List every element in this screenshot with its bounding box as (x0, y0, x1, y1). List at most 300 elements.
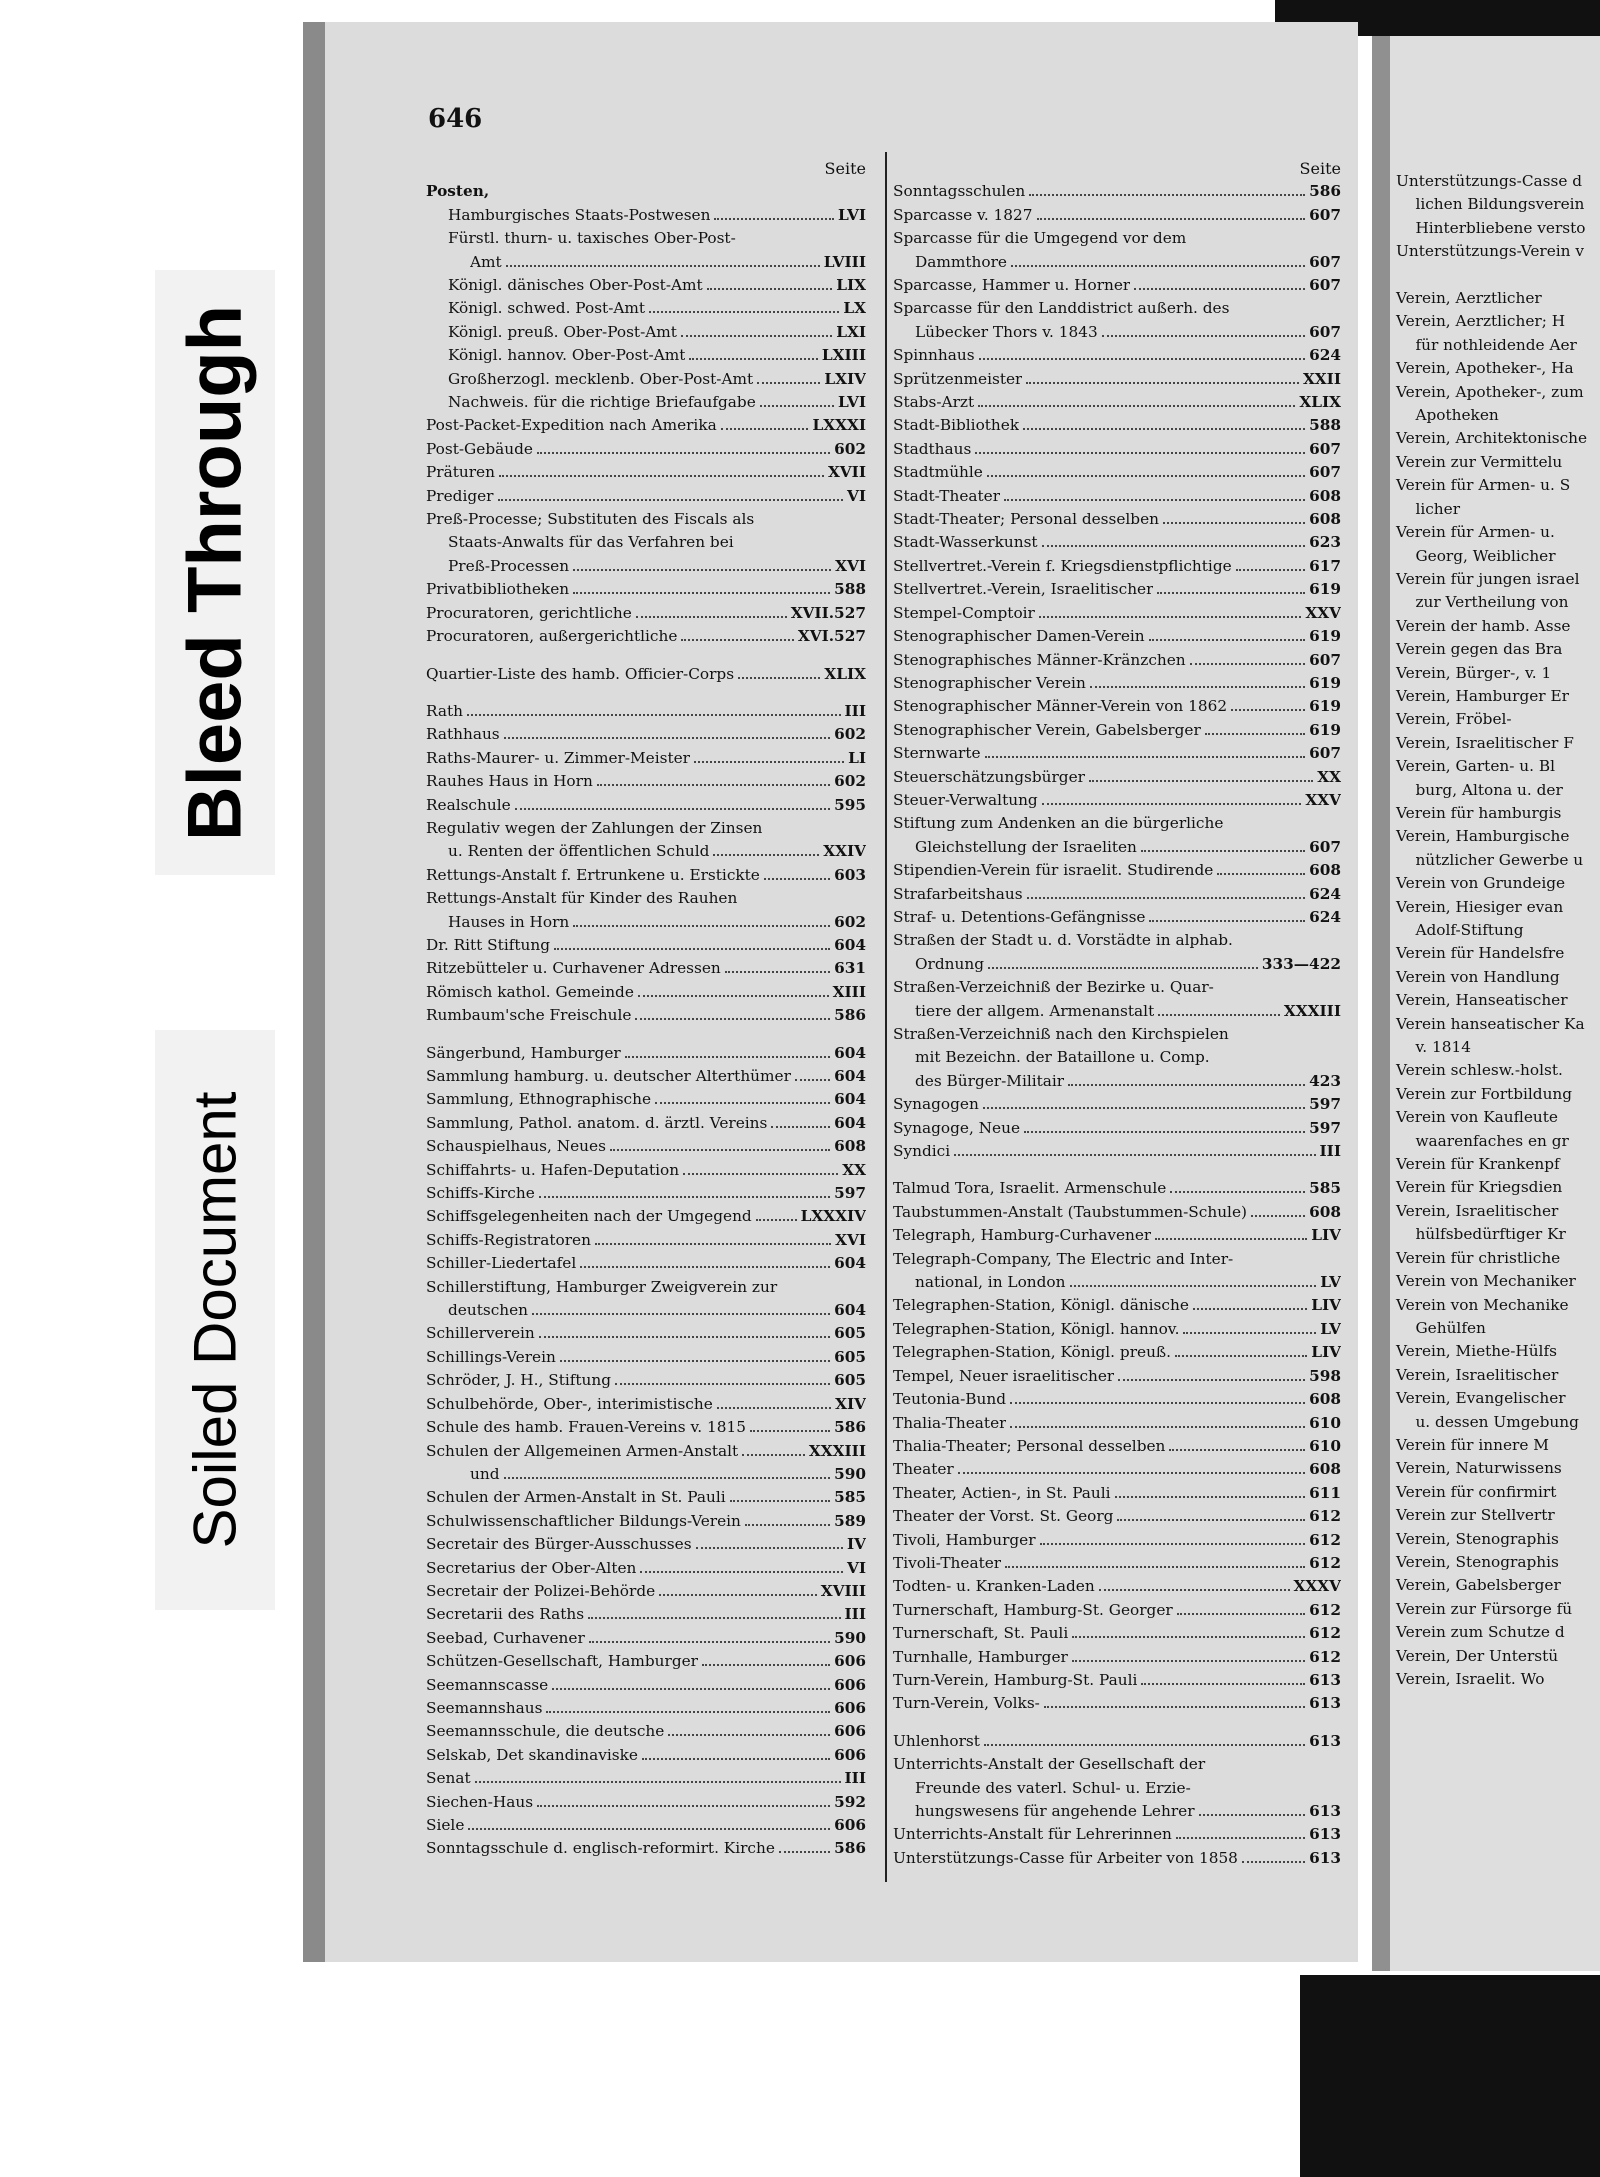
dot-leader (681, 335, 832, 337)
entry-text: Sternwarte (893, 744, 981, 763)
entry-page: 602 (834, 725, 866, 744)
entry-text: Dr. Ritt Stiftung (426, 935, 551, 954)
dot-leader (1102, 335, 1305, 337)
index-entry: mit Bezeichn. der Bataillone u. Comp. (915, 1048, 1210, 1067)
entry-text: Siechen-Haus (426, 1792, 534, 1811)
dot-leader (771, 1126, 830, 1128)
entry-page: 631 (834, 959, 866, 978)
dot-leader (1176, 1837, 1305, 1839)
index-entry (426, 1004, 866, 1027)
entry-page: 604 (834, 1113, 866, 1132)
entry-page: 602 (834, 439, 866, 458)
facing-page-line: Verein für hamburgis (1396, 803, 1562, 822)
entry-page: 602 (834, 912, 866, 931)
index-entry (893, 1201, 1341, 1224)
entry-text: Telegraphen-Station, Königl. preuß. (893, 1343, 1171, 1362)
facing-page-line: für nothleidende Aer (1396, 335, 1577, 354)
entry-page: 588 (834, 580, 866, 599)
seite-header-right: Seite (1299, 159, 1341, 178)
entry-text: Theater (893, 1460, 954, 1479)
entry-text: Steuer-Verwaltung (893, 790, 1038, 809)
entry-page: XVI (835, 556, 866, 575)
index-entry (893, 251, 1341, 274)
dot-leader (638, 995, 829, 997)
index-entry (426, 1767, 866, 1790)
entry-text: Schillings-Verein (426, 1347, 556, 1366)
dot-leader (1158, 1014, 1280, 1016)
index-entry (893, 531, 1341, 554)
dot-leader (1134, 288, 1305, 290)
dot-leader (504, 1477, 831, 1479)
facing-page-line: Unterstützungs-Casse d (1396, 172, 1583, 190)
index-entry (893, 461, 1341, 484)
facing-page-line: Verein für Handelsfre (1396, 944, 1565, 963)
index-entry (426, 1369, 866, 1392)
dot-leader (1026, 382, 1299, 384)
entry-text: Stenographischer Männer-Verein von 1862 (893, 697, 1228, 716)
entry-text: Stenographisches Männer-Kränzchen (893, 650, 1186, 669)
facing-page-line: Verein gegen das Bra (1396, 640, 1563, 659)
entry-page: 597 (1309, 1118, 1341, 1137)
dot-leader (1037, 218, 1306, 220)
dot-leader (642, 1758, 830, 1760)
index-entry (893, 1117, 1341, 1140)
entry-page: 613 (1309, 1825, 1341, 1844)
dot-leader (1005, 1566, 1305, 1568)
entry-text: tiere der allgem. Armenanstalt (915, 1001, 1155, 1020)
entry-page: LXI (836, 322, 866, 341)
index-entry (426, 204, 866, 227)
index-entry (893, 1458, 1341, 1481)
entry-page: 619 (1309, 627, 1341, 646)
dot-leader (1042, 545, 1305, 547)
entry-text: Taubstummen-Anstalt (Taubstummen-Schule) (893, 1202, 1247, 1221)
entry-page: 585 (1309, 1179, 1341, 1198)
dot-leader (595, 1243, 831, 1245)
index-entry (426, 602, 866, 625)
entry-page: 595 (834, 795, 866, 814)
dot-leader (1117, 1519, 1305, 1521)
entry-page: 612 (1309, 1624, 1341, 1643)
dot-leader (610, 1149, 830, 1151)
entry-text: Seemannshaus (426, 1698, 543, 1717)
entry-text: Todten- u. Kranken-Laden (893, 1577, 1095, 1596)
dot-leader (1115, 1496, 1306, 1498)
index-entry (426, 1791, 866, 1814)
facing-page-line: Verein, Architektonische (1396, 429, 1588, 448)
index-entry (893, 1847, 1341, 1870)
dot-leader (659, 1594, 817, 1596)
entry-page: 623 (1309, 533, 1341, 552)
entry-text: Königl. dänisches Ober-Post-Amt (448, 276, 703, 295)
index-entry: Sparcasse für die Umgegend vor dem (893, 229, 1187, 248)
entry-text: Theater der Vorst. St. Georg (893, 1507, 1114, 1526)
index-entry: Sparcasse für den Landdistrict außerh. des (893, 299, 1230, 318)
entry-page: 607 (1309, 744, 1341, 763)
index-entry (426, 1837, 866, 1860)
dot-leader (1205, 733, 1305, 735)
index-entry (893, 625, 1341, 648)
entry-page: XVII (827, 463, 866, 482)
index-entry (893, 1365, 1341, 1388)
facing-page-line: v. 1814 (1396, 1038, 1471, 1057)
entry-page: 624 (1309, 884, 1341, 903)
entry-page: XX (1317, 767, 1341, 786)
index-entry (426, 1720, 866, 1743)
dot-leader (750, 1430, 830, 1432)
facing-page-line: Verein von Grundeige (1396, 874, 1566, 893)
entry-page: 604 (834, 935, 866, 954)
facing-page-line: Verein für christliche (1396, 1248, 1561, 1267)
entry-page: 608 (1309, 510, 1341, 529)
facing-page-line: u. dessen Umgebung (1396, 1412, 1579, 1431)
dot-leader (468, 1828, 830, 1830)
index-entry (426, 414, 866, 437)
entry-text: Unterrichts-Anstalt für Lehrerinnen (893, 1825, 1172, 1844)
index-entry (893, 1070, 1341, 1093)
index-entry (426, 578, 866, 601)
index-entry (426, 1205, 866, 1228)
entry-text: Stadt-Theater; Personal desselben (893, 510, 1160, 529)
facing-page-line: Adolf-Stiftung (1396, 921, 1524, 939)
entry-text: Rumbaum'sche Freischule (426, 1006, 632, 1025)
entry-text: u. Renten der öffentlichen Schuld (448, 842, 710, 861)
dot-leader (1177, 1613, 1305, 1615)
dot-leader (1199, 1814, 1306, 1816)
facing-page-line (1396, 264, 1600, 287)
facing-page-line: Verein zur Stellvertr (1396, 1506, 1555, 1525)
index-entry (893, 719, 1341, 742)
facing-page-line: Apotheken (1396, 406, 1499, 425)
entry-text: Römisch kathol. Gemeinde (426, 982, 634, 1001)
entry-page: LX (843, 299, 866, 318)
entry-text: Schauspielhaus, Neues (426, 1137, 606, 1156)
index-entry (426, 625, 866, 648)
dot-leader (764, 878, 830, 880)
index-entry (426, 1346, 866, 1369)
facing-page-line: Verein zur Fürsorge fü (1396, 1599, 1573, 1618)
dot-leader (1029, 194, 1305, 196)
entry-page: 624 (1309, 346, 1341, 365)
dot-leader (1044, 1706, 1305, 1708)
entry-page: LV (1320, 1319, 1341, 1338)
dot-leader (987, 475, 1305, 477)
entry-page: LIV (1311, 1226, 1341, 1245)
dot-leader (1141, 850, 1305, 852)
index-entry (893, 1622, 1341, 1645)
dot-leader (1070, 1285, 1317, 1287)
entry-page: 606 (834, 1745, 866, 1764)
index-entry: Posten, (426, 182, 490, 201)
entry-text: Synagoge, Neue (893, 1118, 1021, 1137)
dot-leader (742, 1454, 805, 1456)
index-entry (426, 747, 866, 770)
section-gap (426, 686, 866, 700)
bleed-through-tag (155, 270, 275, 875)
dot-leader (636, 616, 787, 618)
index-entry (426, 957, 866, 980)
index-entry (426, 461, 866, 484)
seite-header-left: Seite (824, 159, 866, 178)
index-entry (893, 1224, 1341, 1247)
facing-page-line: Verein für Kriegsdien (1396, 1178, 1563, 1197)
index-entry (893, 368, 1341, 391)
index-entry (893, 1669, 1341, 1692)
index-entry (426, 723, 866, 746)
facing-page-line: Verein, Miethe-Hülfs (1396, 1342, 1557, 1361)
entry-page: 604 (834, 1254, 866, 1273)
dot-leader (506, 265, 820, 267)
facing-page-line: Verein, Der Unterstü (1396, 1646, 1559, 1665)
facing-page-line: Verein von Mechanike (1396, 1295, 1569, 1314)
entry-page: VI (846, 1558, 866, 1577)
index-entry: Unterrichts-Anstalt der Gesellschaft der (893, 1755, 1206, 1774)
entry-text: Dammthore (915, 252, 1007, 271)
index-entry (426, 1557, 866, 1580)
dot-leader (640, 1571, 843, 1573)
index-entry (893, 672, 1341, 695)
dot-leader (498, 499, 843, 501)
entry-text: Stadt-Theater (893, 486, 1001, 505)
entry-page: 608 (1309, 1202, 1341, 1221)
entry-page: 607 (1309, 439, 1341, 458)
index-entry: Staats-Anwalts für das Verfahren bei (448, 533, 734, 552)
index-entry (893, 789, 1341, 812)
index-entry (426, 1393, 866, 1416)
index-column-left (426, 157, 866, 1861)
facing-page-line: Verein für Armen- u. S (1396, 476, 1571, 495)
entry-text: Stempel-Comptoir (893, 603, 1035, 622)
entry-page: LXXXI (812, 416, 866, 435)
dot-leader (1141, 1683, 1305, 1685)
entry-page: 597 (1309, 1095, 1341, 1114)
entry-page: 585 (834, 1488, 866, 1507)
index-entry (426, 770, 866, 793)
entry-text: Preß-Processen (448, 556, 570, 575)
entry-text: Stipendien-Verein für israelit. Studirende (893, 861, 1214, 880)
dot-leader (725, 971, 830, 973)
entry-page: 613 (1309, 1670, 1341, 1689)
facing-page-line: Georg, Weiblicher (1396, 546, 1556, 565)
entry-page: 608 (1309, 1390, 1341, 1409)
facing-page-line: Verein, Stenographis (1396, 1552, 1559, 1571)
dot-leader (1149, 639, 1305, 641)
entry-page: 608 (1309, 861, 1341, 880)
entry-page: LXXXIV (800, 1207, 866, 1226)
index-entry (426, 700, 866, 723)
index-entry (893, 836, 1341, 859)
index-entry (893, 742, 1341, 765)
dot-leader (597, 784, 830, 786)
facing-page-line: Verein zur Fortbildung (1396, 1084, 1573, 1103)
entry-page: 613 (1309, 1694, 1341, 1713)
document-page (303, 22, 1358, 1962)
dot-leader (988, 967, 1258, 969)
entry-page: XIII (832, 982, 866, 1001)
entry-text: Realschule (426, 795, 511, 814)
section-gap (426, 649, 866, 663)
entry-page: 597 (834, 1184, 866, 1203)
entry-page: 619 (1309, 720, 1341, 739)
facing-page-line: burg, Altona u. der (1396, 780, 1563, 799)
entry-text: Turn-Verein, Volks- (893, 1694, 1040, 1713)
entry-page: LIV (1311, 1343, 1341, 1362)
entry-text: national, in London (915, 1273, 1066, 1292)
entry-text: Straf- u. Detentions-Gefängnisse (893, 907, 1146, 926)
index-entry (426, 1486, 866, 1509)
index-entry (893, 1177, 1341, 1200)
index-entry: Straßen-Verzeichniß nach den Kirchspielen (893, 1025, 1229, 1044)
index-entry (426, 1814, 866, 1837)
facing-page-line: licher (1396, 499, 1461, 518)
dot-leader (983, 1107, 1305, 1109)
index-entry: Telegraph-Company, The Electric and Inter- (893, 1249, 1234, 1268)
entry-text: Secretarii des Raths (426, 1605, 585, 1624)
index-entry (893, 555, 1341, 578)
facing-page-line: Verein von Handlung (1396, 967, 1560, 986)
entry-page: LVI (838, 205, 866, 224)
entry-page: VI (846, 486, 866, 505)
facing-page-column (1396, 170, 1600, 1691)
index-entry: Stiftung zum Andenken an die bürgerliche (893, 814, 1224, 833)
facing-page-line: Verein, Gabelsberger (1396, 1576, 1561, 1595)
index-entry (893, 508, 1341, 531)
index-entry (426, 864, 866, 887)
dot-leader (1089, 780, 1313, 782)
entry-page: 607 (1309, 650, 1341, 669)
entry-text: Procuratoren, gerichtliche (426, 603, 632, 622)
section-gap (426, 1028, 866, 1042)
facing-page-line: waarenfaches en gr (1396, 1131, 1569, 1150)
dot-leader (979, 358, 1306, 360)
entry-text: Sängerbund, Hamburger (426, 1043, 621, 1062)
entry-text: Schulbehörde, Ober-, interimistische (426, 1394, 713, 1413)
dot-leader (537, 452, 830, 454)
dot-leader (696, 1547, 843, 1549)
facing-page-line: Verein, Stenographis (1396, 1529, 1559, 1548)
dot-leader (738, 677, 820, 679)
dot-leader (681, 639, 793, 641)
entry-text: Seemannsschule, die deutsche (426, 1722, 665, 1741)
facing-page-line: Verein, Aerztlicher; H (1396, 312, 1566, 331)
index-entry (893, 1505, 1341, 1528)
entry-page: 604 (834, 1043, 866, 1062)
entry-text: Post-Packet-Expedition nach Amerika (426, 416, 717, 435)
entry-page: 605 (834, 1371, 866, 1390)
entry-text: Lübecker Thors v. 1843 (915, 322, 1098, 341)
entry-text: Sammlung hamburg. u. deutscher Alterthümer (426, 1067, 791, 1086)
entry-text: Theater, Actien-, in St. Pauli (893, 1483, 1111, 1502)
entry-text: Secretair der Polizei-Behörde (426, 1581, 656, 1600)
index-entry (893, 485, 1341, 508)
entry-text: Privatbibliotheken (426, 580, 570, 599)
entry-text: Synagogen (893, 1095, 979, 1114)
index-entry (893, 1823, 1341, 1846)
entry-page: 607 (1309, 205, 1341, 224)
entry-text: hungswesens für angehende Lehrer (915, 1802, 1195, 1821)
entry-page: 612 (1309, 1553, 1341, 1572)
dot-leader (1217, 873, 1305, 875)
entry-text: Schiffs-Kirche (426, 1184, 535, 1203)
index-entry (426, 794, 866, 817)
index-entry (426, 438, 866, 461)
entry-page: 423 (1309, 1071, 1341, 1090)
entry-text: Thalia-Theater; Personal desselben (893, 1436, 1166, 1455)
dot-leader (984, 1744, 1305, 1746)
index-entry (893, 1692, 1341, 1715)
entry-text: Prediger (426, 486, 494, 505)
entry-page: XVIII (820, 1581, 866, 1600)
page-number: 646 (428, 104, 483, 134)
entry-text: Tivoli-Theater (893, 1553, 1002, 1572)
entry-text: Stenographischer Verein (893, 673, 1086, 692)
entry-page: 612 (1309, 1507, 1341, 1526)
dot-leader (655, 1102, 830, 1104)
entry-text: Sammlung, Ethnographische (426, 1090, 652, 1109)
index-entry (893, 883, 1341, 906)
dot-leader (954, 1154, 1315, 1156)
entry-page: 607 (1309, 252, 1341, 271)
entry-text: Stadt-Wasserkunst (893, 533, 1038, 552)
entry-page: LXIII (821, 346, 866, 365)
dot-leader (1231, 709, 1305, 711)
dot-leader (713, 854, 819, 856)
index-entry (893, 649, 1341, 672)
index-entry (426, 911, 866, 934)
index-entry (893, 766, 1341, 789)
facing-page-line: Verein, Israelitischer (1396, 1201, 1559, 1220)
entry-page: XIV (835, 1394, 866, 1413)
entry-page: 586 (834, 1418, 866, 1437)
index-entry (426, 297, 866, 320)
entry-page: III (844, 1605, 866, 1624)
entry-page: XVII.527 (790, 603, 866, 622)
entry-text: Stabs-Arzt (893, 393, 975, 412)
dot-leader (589, 1641, 830, 1643)
dot-leader (560, 1360, 830, 1362)
index-entry: Regulativ wegen der Zahlungen der Zinsen (426, 818, 763, 837)
dot-leader (714, 218, 834, 220)
dot-leader (1068, 1084, 1305, 1086)
entry-page: XXV (1305, 603, 1341, 622)
facing-page-line: Verein zum Schutze d (1396, 1623, 1565, 1642)
index-column-right (893, 157, 1341, 1870)
index-entry: Freunde des vaterl. Schul- u. Erzie- (915, 1778, 1191, 1797)
entry-text: Tivoli, Hamburger (893, 1530, 1036, 1549)
entry-text: Sonntagsschulen (893, 182, 1026, 201)
entry-page: 586 (1309, 182, 1341, 201)
dot-leader (958, 1472, 1305, 1474)
facing-page-line: Verein für innere M (1396, 1435, 1549, 1454)
index-entry (426, 251, 866, 274)
index-entry (893, 906, 1341, 929)
entry-page: 606 (834, 1698, 866, 1717)
entry-text: und (470, 1464, 500, 1483)
entry-text: Seebad, Curhavener (426, 1628, 585, 1647)
entry-text: Rettungs-Anstalt f. Ertrunkene u. Erstickte (426, 865, 760, 884)
dot-leader (1170, 1191, 1305, 1193)
entry-page: 604 (834, 1301, 866, 1320)
entry-text: Teutonia-Bund (893, 1390, 1007, 1409)
entry-page: LI (848, 748, 866, 767)
index-entry (893, 695, 1341, 718)
index-entry (426, 1627, 866, 1650)
dot-leader (779, 1851, 830, 1853)
entry-text: Syndici (893, 1142, 951, 1161)
entry-page: 607 (1309, 837, 1341, 856)
entry-page: XXXV (1293, 1577, 1341, 1596)
entry-text: Stenographischer Verein, Gabelsberger (893, 720, 1201, 739)
